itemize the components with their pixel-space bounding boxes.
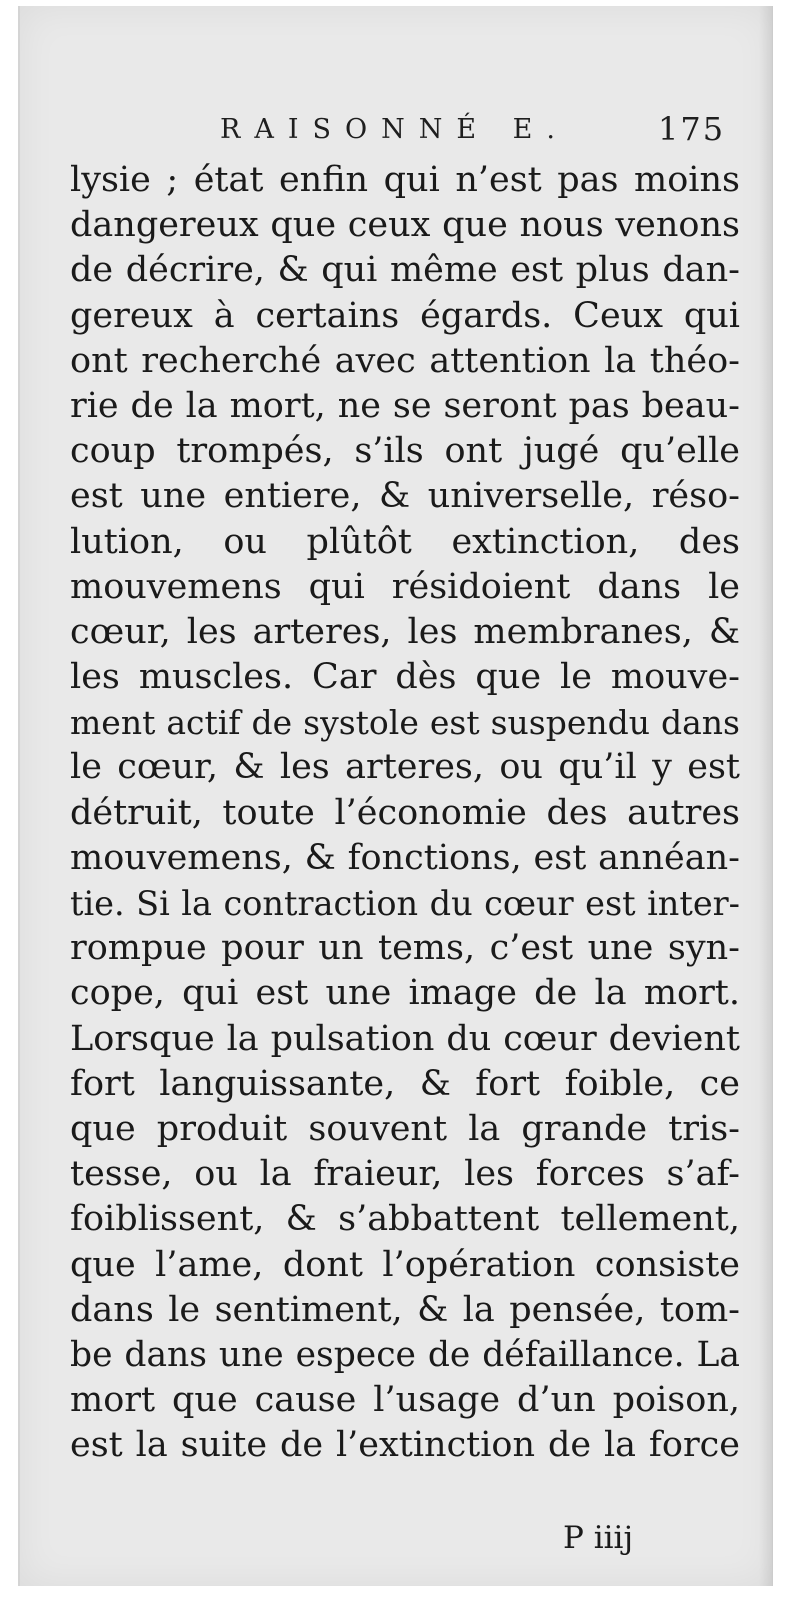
text-line: coup trompés, s’ils ont jugé qu’elle (70, 431, 740, 472)
page-header (20, 110, 740, 154)
body-text (70, 158, 740, 1468)
text-line: foiblissent, & s’abbattent tellement, (70, 1199, 740, 1240)
text-line: est une entiere, & universelle, réso- (70, 476, 740, 517)
text-line: que produit souvent la grande tris- (70, 1108, 740, 1149)
text-line: mort que cause l’usage d’un poison, (70, 1380, 740, 1421)
text-line: dangereux que ceux que nous venons (70, 205, 740, 246)
text-line: mouvemens qui résidoient dans le (70, 566, 740, 607)
text-line: de décrire, & qui même est plus dan- (70, 250, 740, 291)
text-line: be dans une espece de défaillance. La (70, 1334, 740, 1375)
text-line: que l’ame, dont l’opération consiste (70, 1244, 740, 1285)
text-line: lution, ou plûtôt extinction, des (70, 521, 740, 562)
text-line: le cœur, & les arteres, ou qu’il y est (70, 747, 740, 788)
book-page (18, 6, 773, 1586)
text-line: cœur, les arteres, les membranes, & (70, 611, 740, 652)
text-line: Lorsque la pulsation du cœur devient (70, 1018, 740, 1059)
text-line: cope, qui est une image de la mort. (70, 973, 740, 1014)
text-line: détruit, toute l’économie des autres (70, 792, 740, 833)
text-line: ont recherché avec attention la théo- (70, 340, 740, 381)
text-line: tie. Si la contraction du cœur est inter- (70, 884, 740, 923)
text-line: ment actif de systole est suspendu dans (70, 703, 740, 743)
running-head: RAISONNÉ E. (220, 114, 569, 145)
text-line: fort languissante, & fort foible, ce (70, 1063, 740, 1104)
text-line: rie de la mort, ne se seront pas beau- (70, 385, 740, 426)
text-line: tesse, ou la fraieur, les forces s’af- (70, 1154, 740, 1195)
text-line: lysie ; état enfin qui n’est pas moins (70, 160, 740, 200)
text-line: mouvemens, & fonctions, est annéan- (70, 837, 740, 878)
text-line: les muscles. Car dès que le mouve- (70, 657, 740, 698)
page-number: 175 (658, 110, 726, 148)
text-line: est la suite de l’extinction de la force (70, 1425, 740, 1466)
signature-mark: P iiij (563, 1520, 634, 1556)
text-line: dans le sentiment, & la pensée, tom- (70, 1289, 740, 1330)
text-line: rompue pour un tems, c’est une syn- (70, 928, 740, 969)
text-line: gereux à certains égards. Ceux qui (70, 295, 740, 336)
